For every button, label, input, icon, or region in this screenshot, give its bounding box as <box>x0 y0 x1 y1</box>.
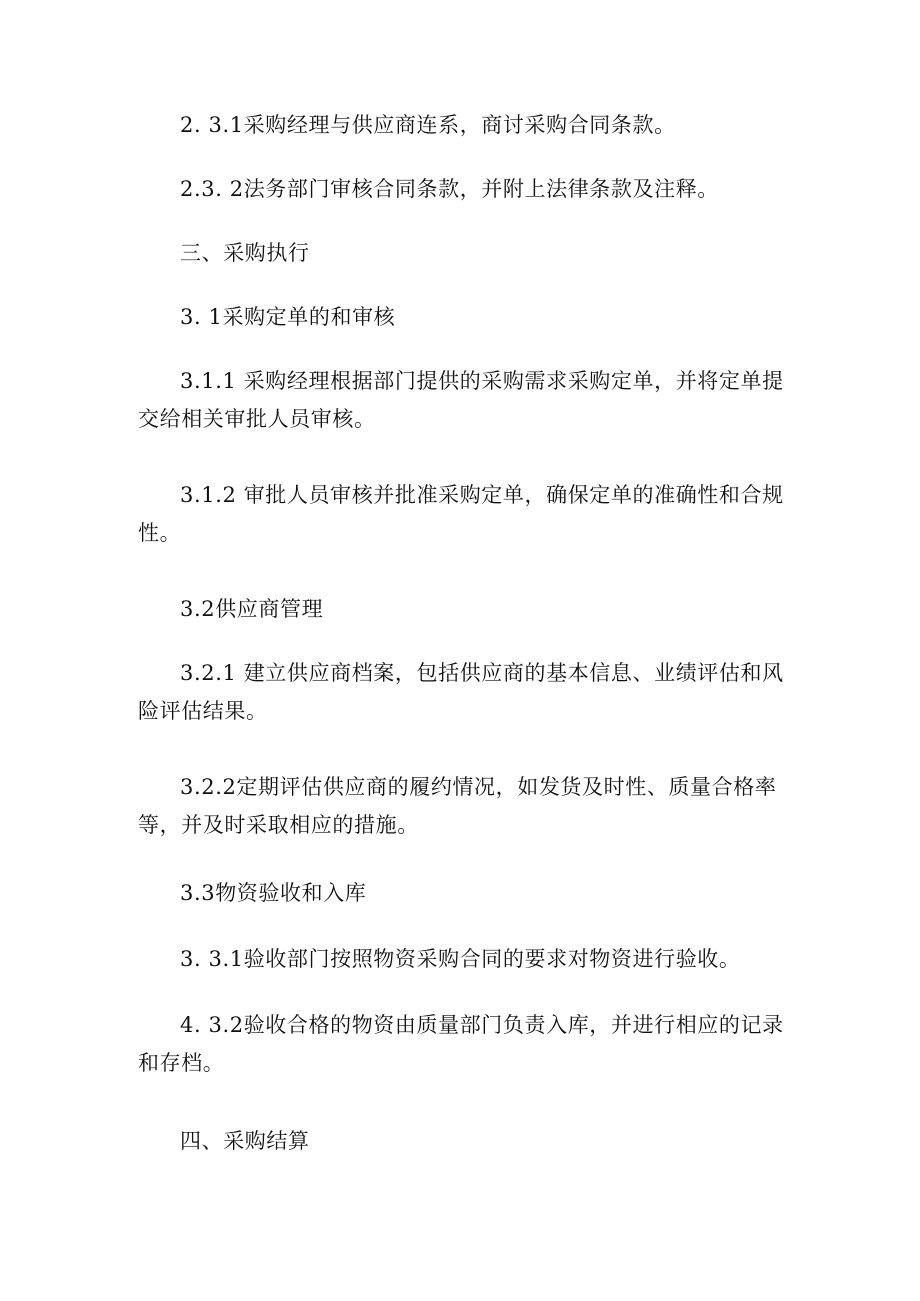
paragraph-3-1-2: 3.1.2 审批人员审核并批准采购定单，确保定单的准确性和合规性。 <box>138 483 784 545</box>
paragraph-3-3-1: 3. 3.1验收部门按照物资采购合同的要求对物资进行验收。 <box>180 947 741 971</box>
paragraph-3-3-2: 4. 3.2验收合格的物资由质量部门负责入库，并进行相应的记录和存档。 <box>138 1013 784 1075</box>
paragraph-2-3-2: 2.3. 2法务部门审核合同条款，并附上法律条款及注释。 <box>180 177 719 201</box>
paragraph-3-2-2: 3.2.2定期评估供应商的履约情况，如发货及时性、质量合格率等，并及时采取相应的措施。 <box>138 775 777 837</box>
paragraph-2-3-1: 2. 3.1采购经理与供应商连系，商讨采购合同条款。 <box>180 113 676 137</box>
paragraph-3-1-1: 3.1.1 采购经理根据部门提供的采购需求采购定单，并将定单提交给相关审批人员审核。 <box>138 369 784 431</box>
subsection-heading-3-1: 3. 1采购定单的和审核 <box>180 305 396 329</box>
subsection-heading-3-2: 3.2供应商管理 <box>180 597 324 621</box>
section-heading-3: 三、采购执行 <box>180 241 310 265</box>
paragraph-3-2-1: 3.2.1 建立供应商档案，包括供应商的基本信息、业绩评估和风险评估结果。 <box>138 661 784 723</box>
section-heading-4: 四、采购结算 <box>180 1129 310 1153</box>
subsection-heading-3-3: 3.3物资验收和入库 <box>180 881 367 905</box>
